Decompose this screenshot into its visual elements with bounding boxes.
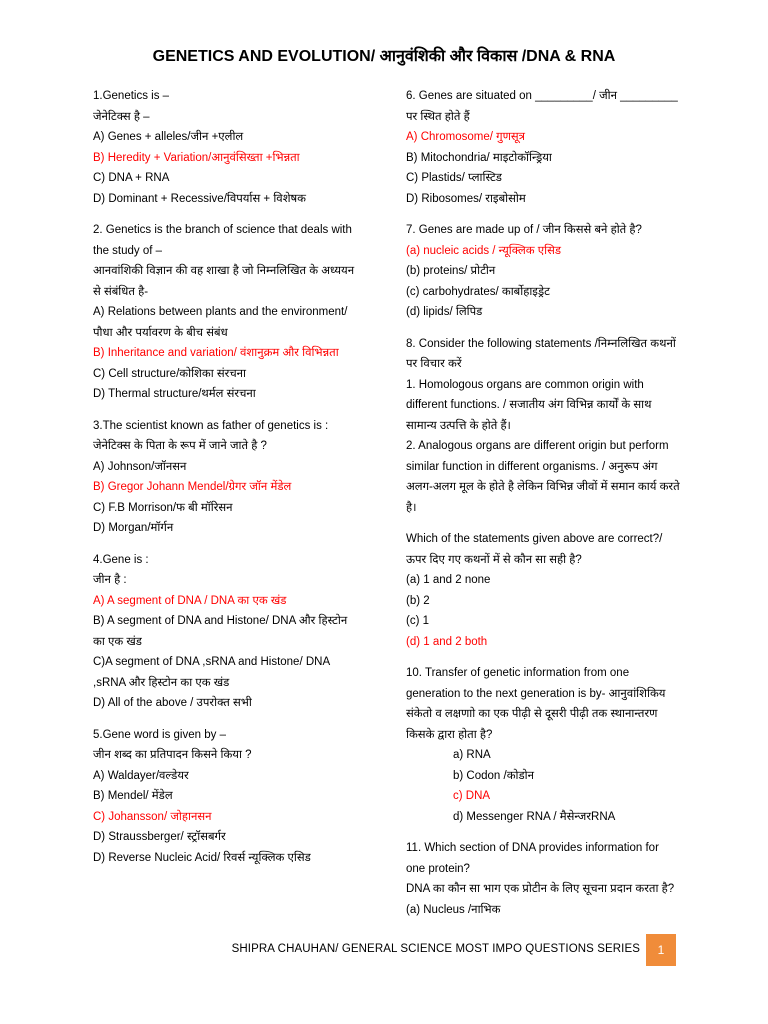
question-line: 2. Genetics is the branch of science that deals with the study of – — [93, 224, 352, 257]
page-title: GENETICS AND EVOLUTION/ आनुवंशिकी और विकास /DNA & RNA — [152, 48, 616, 65]
question-line: C) F.B Morrison/फ बी मॉरिसन — [93, 501, 233, 514]
question-line: (a) Nucleus /नाभिक — [406, 903, 501, 916]
question-line: A) Johnson/जॉनसन — [93, 460, 187, 473]
question-line: 10. Transfer of genetic information from one generation to the next generation is by- आनुवांशिकिय संकेतो व लक्षणाो का एक पीढ़ी से दूसरी पीढ़ी तक स्थानान्तरण किसके द्वारा होता है? — [406, 667, 666, 741]
question-line: a) RNA — [453, 749, 491, 761]
left-column — [93, 86, 361, 879]
question-line: D) Straussberger/ स्ट्रॉसबर्गर — [93, 831, 226, 843]
answer-line-correct: C) Johansson/ जोहानसन — [93, 810, 212, 823]
question-line: 1. Homologous organs are common origin with different functions. / सजातीय अंग विभिन्न कार्यों के साथ सामान्य उत्पत्ति के होते हैं। — [406, 378, 652, 432]
question-line: (a) 1 and 2 none — [406, 574, 491, 586]
question-line: 4.Gene is : — [93, 553, 149, 566]
question-line: C) DNA + RNA — [93, 172, 170, 184]
answer-line-correct: A) A segment of DNA / DNA का एक खंड — [93, 594, 287, 607]
question-block — [93, 416, 361, 539]
answer-line-correct: (d) 1 and 2 both — [406, 635, 488, 648]
question-line: B) Mitochondria/ माइटोकॉन्ड्रिया — [406, 151, 552, 164]
question-block — [93, 550, 361, 714]
question-block — [406, 838, 681, 920]
question-line: 7. Genes are made up of / जीन किससे बने होते है? — [406, 224, 642, 236]
question-line: 6. Genes are situated on _________/ जीन _________ पर स्थित होते हैं — [406, 90, 678, 123]
question-line: 5.Gene word is given by – — [93, 728, 226, 741]
question-line: जेनेटिक्स के पिता के रूप में जाने जाते है ? — [93, 440, 267, 452]
question-block — [93, 86, 361, 209]
question-block — [406, 86, 681, 209]
question-line: आनवांशिकी विज्ञान की वह शाखा है जो निम्नलिखित के अध्ययन से संबंधित है- — [93, 265, 355, 298]
question-line: 3.The scientist known as father of genetics is : — [93, 419, 329, 432]
answer-line-correct: (a) nucleic acids / न्यूक्लिक एसिड — [406, 244, 562, 257]
question-line: 1.Genetics is – — [93, 90, 170, 102]
question-block — [93, 725, 361, 869]
answer-line-correct: c) DNA — [453, 790, 491, 802]
question-line: C)A segment of DNA ,sRNA and Histone/ DNA ,sRNA और हिस्टोन का एक खंड — [93, 656, 330, 689]
question-line: D) Thermal structure/थर्मल संरचना — [93, 388, 256, 400]
question-line: B) Mendel/ मेंडेल — [93, 790, 173, 802]
question-block — [93, 220, 361, 405]
question-line: D) Ribosomes/ राइबोसोम — [406, 192, 526, 205]
question-line: B) A segment of DNA and Histone/ DNA और हिस्टोन का एक खंड — [93, 615, 348, 648]
answer-line-correct: B) Inheritance and variation/ वंशानुक्रम और विभिन्नता — [93, 347, 339, 359]
question-block — [406, 529, 681, 652]
question-line: (b) proteins/ प्रोटीन — [406, 265, 496, 277]
page-number: 1 — [646, 934, 676, 966]
question-line: (d) lipids/ लिपिड — [406, 306, 483, 318]
question-line: Which of the statements given above are correct?/ ऊपर दिए गए कथनों में से कौन सा सही है? — [406, 533, 663, 566]
question-line: 8. Consider the following statements /निम्नलिखित कथनों पर विचार करें — [406, 337, 676, 370]
footer — [0, 934, 768, 966]
question-line: (b) 2 — [406, 594, 430, 607]
question-line: A) Waldayer/वल्डेयर — [93, 769, 189, 782]
question-line: A) Genes + alleles/जीन +एलील — [93, 131, 244, 143]
question-line: C) Plastids/ प्लास्टिड — [406, 172, 502, 184]
question-line: D) All of the above / उपरोक्त सभी — [93, 697, 252, 709]
question-line: जीन शब्द का प्रतिपादन किसने किया ? — [93, 749, 252, 761]
question-line: 11. Which section of DNA provides information for one protein? — [406, 842, 659, 875]
question-line: (c) carbohydrates/ कार्बोहाइड्रेट — [406, 285, 550, 298]
question-line: जेनेटिक्स है – — [93, 110, 150, 123]
question-line: (c) 1 — [406, 615, 429, 627]
question-line: b) Codon /कोडोन — [453, 769, 535, 782]
footer-text: SHIPRA CHAUHAN/ GENERAL SCIENCE MOST IMPO QUESTIONS SERIES — [231, 943, 640, 955]
question-block — [406, 334, 681, 519]
answer-line-correct: B) Gregor Johann Mendel/ग्रेगर जॉन मेंडेल — [93, 481, 292, 493]
question-line: A) Relations between plants and the environment/पौधा और पर्यावरण के बीच संबंध — [93, 306, 348, 339]
answer-line-correct: A) Chromosome/ गुणसूत्र — [406, 131, 526, 143]
question-block — [406, 220, 681, 323]
question-line: C) Cell structure/कोशिका संरचना — [93, 367, 247, 380]
question-line: D) Reverse Nucleic Acid/ रिवर्स न्यूक्लिक एसिड — [93, 851, 311, 864]
question-line: 2. Analogous organs are different origin but perform similar function in different organisms. / अनुरूप अंग अलग-अलग मूल के होते है लेकिन विभिन्न जीवों में समान कार्य करते है। — [406, 440, 680, 514]
question-line: जीन है : — [93, 574, 127, 586]
right-column — [406, 86, 681, 931]
question-line: DNA का कौन सा भाग एक प्रोटीन के लिए सूचना प्रदान करता है? — [406, 883, 675, 895]
question-line: D) Dominant + Recessive/विपर्यास + विशेषक — [93, 192, 306, 205]
answer-line-correct: B) Heredity + Variation/आनुवंसिख्ता +भिन्नता — [93, 151, 300, 164]
question-line: D) Morgan/मॉर्गन — [93, 522, 174, 534]
question-block — [406, 663, 681, 827]
question-line: d) Messenger RNA / मैसेन्जरRNA — [453, 810, 616, 823]
